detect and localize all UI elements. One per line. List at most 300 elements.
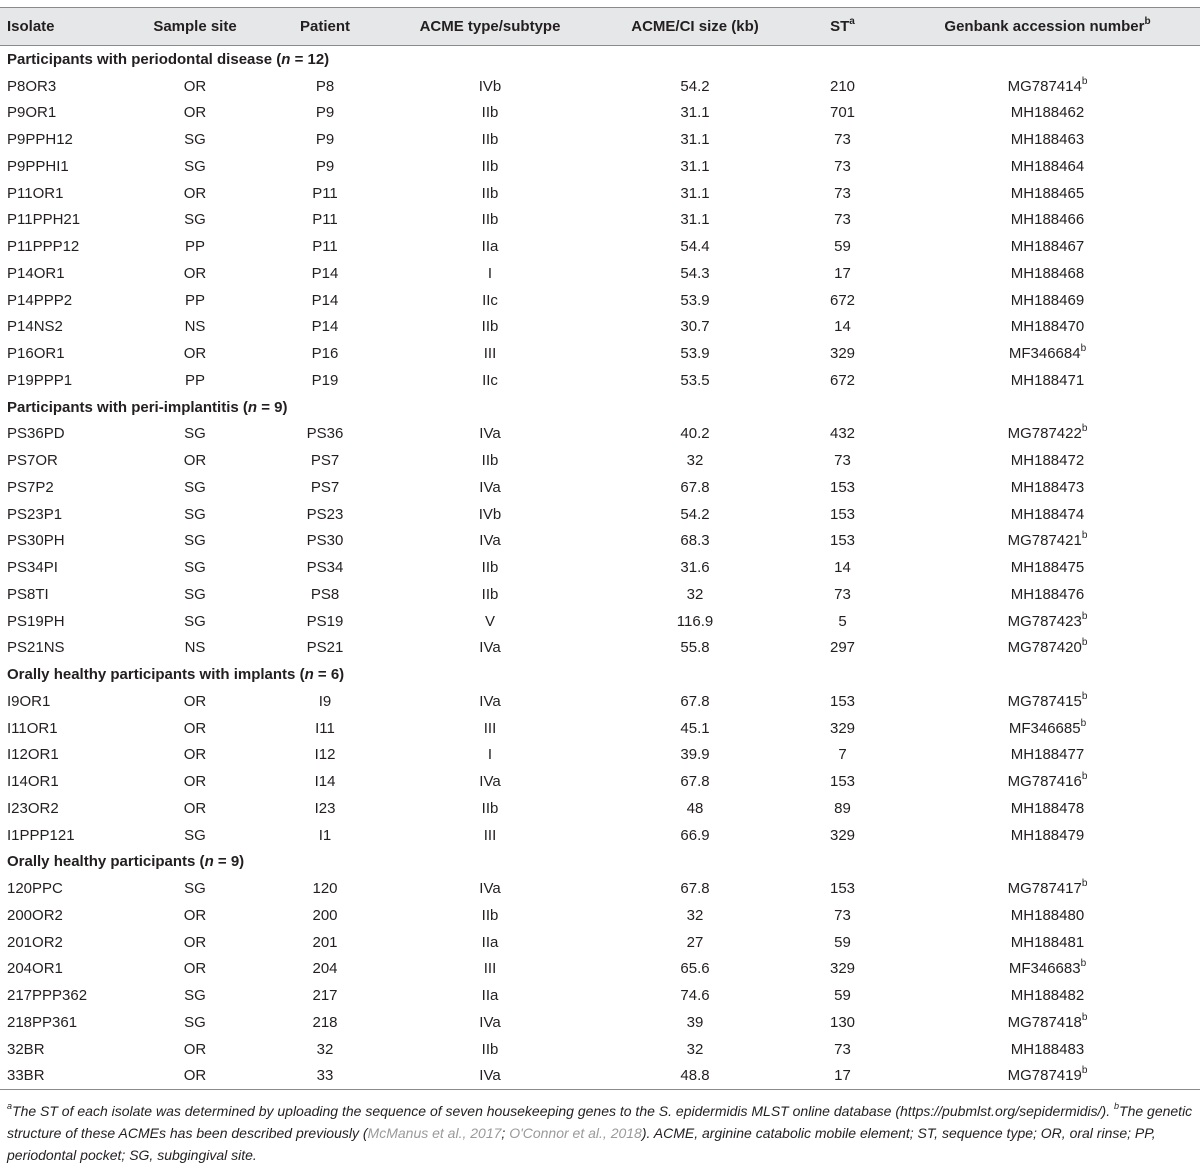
cell-patient: I11 [315,719,335,737]
header-acme-type: ACME type/subtype [380,8,600,46]
cell-acme-type: IIb [481,906,499,924]
cell-st: 73 [834,906,851,924]
cell-st: 7 [838,746,847,764]
cell-genbank: MG787414$^b$ [1007,75,1088,95]
cell-acme-size: 74.6 [680,987,710,1005]
cell-acme-size: 32 [686,906,704,924]
cell-acme-size: 54.2 [680,77,710,95]
cell-st: 73 [834,211,851,229]
cell-acme-size: 48 [686,799,704,817]
table-row [0,474,1200,501]
cell-genbank: MH188482 [1010,987,1085,1005]
cell-acme-size: 67.8 [680,880,710,898]
cell-st: 14 [834,318,851,336]
cell-isolate: 120PPC [7,880,63,898]
cell-sample-site: OR [183,692,207,710]
cell-genbank: MG787421$^b$ [1007,530,1088,550]
cell-patient: PS7 [310,452,340,470]
cell-isolate: I23OR2 [7,799,59,817]
cell-st: 59 [834,933,851,951]
cell-genbank: MH188469 [1010,291,1085,309]
cell-genbank: MG787422$^b$ [1007,423,1088,443]
cell-genbank: MG787417$^b$ [1007,878,1088,898]
cell-acme-size: 65.6 [680,960,710,978]
cell-patient: 120 [312,880,338,898]
cell-st: 329 [829,719,856,737]
cell-st: 73 [834,452,851,470]
cell-acme-type: III [483,345,497,363]
cell-isolate: 201OR2 [7,933,63,951]
cell-genbank: MH188471 [1010,371,1085,389]
cell-sample-site: OR [183,773,207,791]
group-header-row [0,394,1200,421]
cell-acme-size: 67.8 [680,773,710,791]
cell-acme-size: 45.1 [680,719,710,737]
cell-isolate: PS21NS [7,639,65,657]
cell-sample-site: OR [183,960,207,978]
cell-isolate: PS7P2 [7,478,54,496]
cell-st: 59 [834,238,851,256]
cell-acme-size: 30.7 [680,318,710,336]
table-row [0,153,1200,180]
cell-sample-site: OR [183,345,207,363]
cell-st: 432 [829,425,856,443]
cell-isolate: 204OR1 [7,960,63,978]
cell-acme-type: IIb [481,799,499,817]
cell-acme-type: IIa [481,933,499,951]
cell-st: 17 [834,264,851,282]
cell-sample-site: OR [183,264,207,282]
cell-genbank: MG787420$^b$ [1007,637,1088,657]
cell-genbank: MH188463 [1010,131,1085,149]
cell-genbank: MG787416$^b$ [1007,771,1088,791]
cell-acme-size: 32 [686,452,704,470]
cell-isolate: P8OR3 [7,77,57,95]
cell-acme-type: IVb [478,77,502,95]
cell-sample-site: NS [184,639,206,657]
cell-acme-type: IIb [481,1040,499,1058]
cell-patient: PS19 [306,612,344,630]
table-row [0,1036,1200,1063]
table-row [0,73,1200,100]
cell-sample-site: SG [184,1013,206,1031]
cell-patient: P14 [311,318,339,336]
cell-isolate: PS7OR [7,452,58,470]
group-label: Orally healthy participants with implants (n = 6) [7,666,345,684]
cell-genbank: MH188480 [1010,906,1085,924]
cell-sample-site: OR [183,746,207,764]
cell-genbank: MG787419$^b$ [895,1063,1200,1090]
cell-sample-site: SG [184,211,206,229]
cell-acme-size: 53.5 [680,371,710,389]
table-row [0,233,1200,260]
cell-genbank: MH188467 [1010,238,1085,256]
cell-acme-size: 67.8 [680,692,710,710]
table-row [0,421,1200,448]
cell-sample-site: SG [184,559,206,577]
cell-acme-size: 31.1 [680,131,710,149]
cell-acme-type: I [487,264,493,282]
cell-sample-site: SG [184,478,206,496]
cell-patient: 218 [312,1013,338,1031]
cell-acme-size: 67.8 [680,478,710,496]
cell-sample-site: OR [183,906,207,924]
cell-isolate: P14PPP2 [7,291,73,309]
group-header-row [0,661,1200,688]
cell-sample-site: SG [184,585,206,603]
cell-isolate: PS23P1 [7,505,63,523]
cell-acme-size: 31.1 [680,211,710,229]
cell-st: 130 [829,1013,856,1031]
cell-genbank: MH188477 [1010,746,1085,764]
cell-sample-site: OR [183,933,207,951]
table-row [0,875,1200,902]
table-row [0,956,1200,983]
table-row [0,126,1200,153]
cell-sample-site: OR [183,719,207,737]
table-row [0,180,1200,207]
header-st: $ST^a$ [790,8,895,46]
cell-patient: I23 [314,799,336,817]
cell-acme-size: 53.9 [680,345,710,363]
table-row [0,982,1200,1009]
cell-genbank: MH188472 [1010,452,1085,470]
cell-acme-type: IVa [479,639,501,657]
group-header-row [0,849,1200,876]
table-footnote: $^a$The ST of each isolate was determined by uploading the sequence of seven housekeeping genes to the S. epidermidis MLST online database (https://pubmlst.org/sepidermidis/). $^b$The genetic structure of these ACMEs has been described previously (McManus et al., 2017; O'Connor et al., 2018). ACME, arginine catabolic mobile element; ST, sequence type; OR, oral rinse; PP, periodontal pocket; SG, subgingival site. [7,1101,1193,1163]
cell-acme-type: IVa [479,1013,501,1031]
cell-st: 153 [829,773,856,791]
reference-link[interactable]: McManus et al., 2017 [367,1125,502,1141]
cell-genbank: MG787418$^b$ [1007,1011,1088,1031]
cell-isolate: PS30PH [7,532,65,550]
cell-acme-type: IVb [478,505,502,523]
cell-patient: P11 [312,184,338,202]
cell-patient: 201 [312,933,338,951]
cell-patient: P11 [312,238,338,256]
cell-acme-type: IVa [479,425,501,443]
cell-acme-size: 48.8 [600,1063,790,1090]
cell-st: 672 [829,291,856,309]
cell-isolate: 218PP361 [7,1013,78,1031]
table-row [0,742,1200,769]
header-isolate: Isolate [0,8,120,46]
cell-acme-size: 31.1 [680,184,710,202]
cell-isolate: I14OR1 [7,773,59,791]
group-label: Participants with peri-implantitis (n = 9) [7,398,288,416]
header-row [0,8,1200,46]
cell-acme-type: IIb [481,559,499,577]
header-acme-size: ACME/CI size (kb) [600,8,790,46]
cell-patient: I1 [318,826,332,844]
group-label: Participants with periodontal disease (n = 12) [7,50,330,68]
group-label: Orally healthy participants (n = 9) [7,853,245,871]
table-row [0,795,1200,822]
cell-patient: 33 [270,1063,380,1090]
cell-acme-type: IVa [479,532,501,550]
cell-acme-size: 32 [686,585,704,603]
cell-sample-site: SG [184,532,206,550]
cell-acme-size: 116.9 [676,612,714,630]
table-row [0,100,1200,127]
cell-st: 73 [834,1040,851,1058]
cell-st: 73 [834,585,851,603]
cell-sample-site: SG [184,826,206,844]
table-row [0,902,1200,929]
cell-acme-type: IIb [481,184,499,202]
cell-st: 14 [834,559,851,577]
cell-acme-size: 32 [686,1040,704,1058]
cell-sample-site: OR [183,799,207,817]
table-body [0,46,1200,1090]
cell-genbank: MH188473 [1010,478,1085,496]
header-genbank: Genbank accession number$^b$ [895,8,1200,46]
cell-acme-size: 54.2 [680,505,710,523]
cell-isolate: I12OR1 [7,746,59,764]
cell-st: 329 [829,960,856,978]
cell-acme-type: IIb [481,104,499,122]
cell-isolate: P11PPP12 [7,238,80,256]
table-row [0,314,1200,341]
cell-acme-type: IIb [481,211,499,229]
cell-acme-size: 39.9 [680,746,710,764]
cell-genbank: MH188470 [1010,318,1085,336]
cell-acme-type: III [483,719,497,737]
cell-acme-type: IIb [481,131,499,149]
isolates-table [0,7,1200,1090]
cell-sample-site: OR [183,1040,207,1058]
cell-genbank: MH188479 [1010,826,1085,844]
cell-sample-site: PP [184,291,205,309]
cell-acme-type: V [484,612,495,630]
cell-patient: I9 [318,692,332,710]
cell-genbank: MG787423$^b$ [1007,610,1088,630]
cell-acme-type: IIc [482,371,498,389]
table-row [0,1009,1200,1036]
cell-acme-type: IIb [481,318,499,336]
cell-acme-size: 39 [686,1013,704,1031]
cell-isolate: P11OR1 [7,184,64,202]
cell-st: 210 [829,77,856,95]
cell-acme-type: IVa [479,773,501,791]
cell-st: 17 [790,1063,895,1090]
table-row [0,260,1200,287]
table-row [0,768,1200,795]
cell-st: 5 [838,612,847,630]
cell-isolate: I9OR1 [7,692,51,710]
cell-isolate: PS8TI [7,585,49,603]
cell-genbank: MH188478 [1010,799,1085,817]
cell-patient: 32 [316,1040,334,1058]
cell-sample-site: SG [184,880,206,898]
cell-sample-site: SG [184,987,206,1005]
cell-acme-type: IVa [479,692,501,710]
cell-acme-type: IVa [380,1063,600,1090]
table-row [0,528,1200,555]
cell-acme-type: IVa [479,478,501,496]
cell-acme-size: 53.9 [680,291,710,309]
cell-patient: P11 [312,211,338,229]
cell-isolate: PS34PI [7,559,58,577]
cell-genbank: MH188468 [1010,264,1085,282]
cell-sample-site: PP [184,238,205,256]
table-row [0,501,1200,528]
cell-genbank: MH188474 [1010,505,1085,523]
cell-sample-site: SG [184,425,206,443]
table-row [0,447,1200,474]
cell-genbank: MH188466 [1010,211,1085,229]
cell-patient: P9 [315,104,335,122]
cell-patient: PS21 [306,639,344,657]
header-sample-site: Sample site [120,8,270,46]
cell-genbank: MH188464 [1010,157,1085,175]
cell-patient: P16 [311,345,339,363]
cell-genbank: MH188483 [1010,1040,1085,1058]
cell-patient: 217 [312,987,338,1005]
table-row [0,581,1200,608]
cell-isolate: 217PPP362 [7,987,88,1005]
cell-acme-type: IIa [481,987,499,1005]
cell-patient: PS8 [310,585,340,603]
cell-acme-size: 54.4 [680,238,710,256]
cell-st: 297 [829,639,856,657]
cell-isolate: P14OR1 [7,264,65,282]
table-row [0,367,1200,394]
cell-isolate: 33BR [0,1063,120,1090]
table-row [0,207,1200,234]
cell-acme-type: III [483,826,497,844]
cell-acme-type: III [483,960,497,978]
cell-st: 701 [829,104,856,122]
cell-patient: 204 [312,960,338,978]
cell-isolate: P9PPHI1 [7,157,69,175]
cell-acme-type: IIb [481,452,499,470]
cell-st: 672 [829,371,856,389]
cell-isolate: P9OR1 [7,104,57,122]
cell-acme-size: 40.2 [680,425,710,443]
cell-patient: P19 [311,371,339,389]
cell-sample-site: OR [183,184,207,202]
cell-acme-size: 68.3 [680,532,710,550]
cell-patient: P14 [311,291,339,309]
cell-patient: PS7 [310,478,340,496]
cell-genbank: MG787415$^b$ [1007,690,1088,710]
cell-acme-type: IIb [481,585,499,603]
cell-acme-size: 54.3 [680,264,710,282]
table-row [0,688,1200,715]
cell-genbank: MH188465 [1010,184,1085,202]
cell-st: 153 [829,880,856,898]
cell-isolate: 32BR [7,1040,45,1058]
table-row [0,715,1200,742]
cell-patient: I12 [314,746,336,764]
cell-sample-site: SG [184,612,206,630]
table-row [0,608,1200,635]
cell-st: 153 [829,692,856,710]
cell-patient: 200 [312,906,338,924]
cell-genbank: MH188462 [1010,104,1085,122]
cell-st: 59 [834,987,851,1005]
cell-patient: PS34 [306,559,344,577]
cell-acme-size: 27 [686,933,704,951]
table-row [0,635,1200,662]
cell-st: 329 [829,345,856,363]
cell-genbank: MF346683$^b$ [1008,958,1087,978]
cell-genbank: MF346685$^b$ [1008,717,1087,737]
cell-acme-type: I [487,746,493,764]
cell-patient: P8 [315,77,335,95]
cell-sample-site: OR [183,77,207,95]
cell-sample-site: NS [184,318,206,336]
cell-patient: I14 [314,773,336,791]
cell-sample-site: SG [184,157,206,175]
cell-acme-size: 31.6 [680,559,710,577]
cell-patient: PS36 [306,425,344,443]
cell-acme-size: 31.1 [680,104,710,122]
cell-st: 329 [829,826,856,844]
cell-genbank: MH188476 [1010,585,1085,603]
cell-patient: P9 [315,157,335,175]
table-row [0,929,1200,956]
cell-isolate: P11PPH21 [7,211,81,229]
cell-st: 153 [829,532,856,550]
cell-patient: P9 [315,131,335,149]
cell-patient: PS30 [306,532,344,550]
cell-genbank: MH188475 [1010,559,1085,577]
cell-acme-type: IIb [481,157,499,175]
cell-genbank: MF346684$^b$ [1008,343,1087,363]
cell-patient: PS23 [306,505,344,523]
table-row [0,340,1200,367]
header-patient: Patient [270,8,380,46]
cell-sample-site: OR [120,1063,270,1090]
cell-sample-site: SG [184,505,206,523]
table-row [0,822,1200,849]
cell-isolate: P9PPH12 [7,131,73,149]
cell-acme-type: IIa [481,238,499,256]
cell-st: 89 [834,799,851,817]
cell-acme-size: 55.8 [680,639,710,657]
cell-isolate: P14NS2 [7,318,63,336]
cell-isolate: I11OR1 [7,719,58,737]
cell-st: 73 [834,184,851,202]
cell-sample-site: SG [184,131,206,149]
cell-acme-size: 66.9 [680,826,710,844]
cell-sample-site: OR [183,452,207,470]
cell-acme-type: IVa [479,880,501,898]
cell-sample-site: PP [184,371,205,389]
cell-patient: P14 [311,264,339,282]
cell-acme-size: 31.1 [680,157,710,175]
group-header-row [0,46,1200,73]
cell-sample-site: OR [183,104,207,122]
cell-acme-type: IIc [482,291,498,309]
cell-st: 153 [829,478,856,496]
reference-link[interactable]: O'Connor et al., 2018 [509,1125,642,1141]
cell-genbank: MH188481 [1010,933,1085,951]
cell-st: 73 [834,157,851,175]
cell-isolate: 200OR2 [7,906,63,924]
cell-st: 153 [829,505,856,523]
table-row [0,287,1200,314]
cell-isolate: P19PPP1 [7,371,73,389]
table-row [0,1063,1200,1090]
cell-isolate: PS36PD [7,425,65,443]
cell-isolate: PS19PH [7,612,65,630]
cell-isolate: P16OR1 [7,345,65,363]
table-row [0,554,1200,581]
cell-st: 73 [834,131,851,149]
